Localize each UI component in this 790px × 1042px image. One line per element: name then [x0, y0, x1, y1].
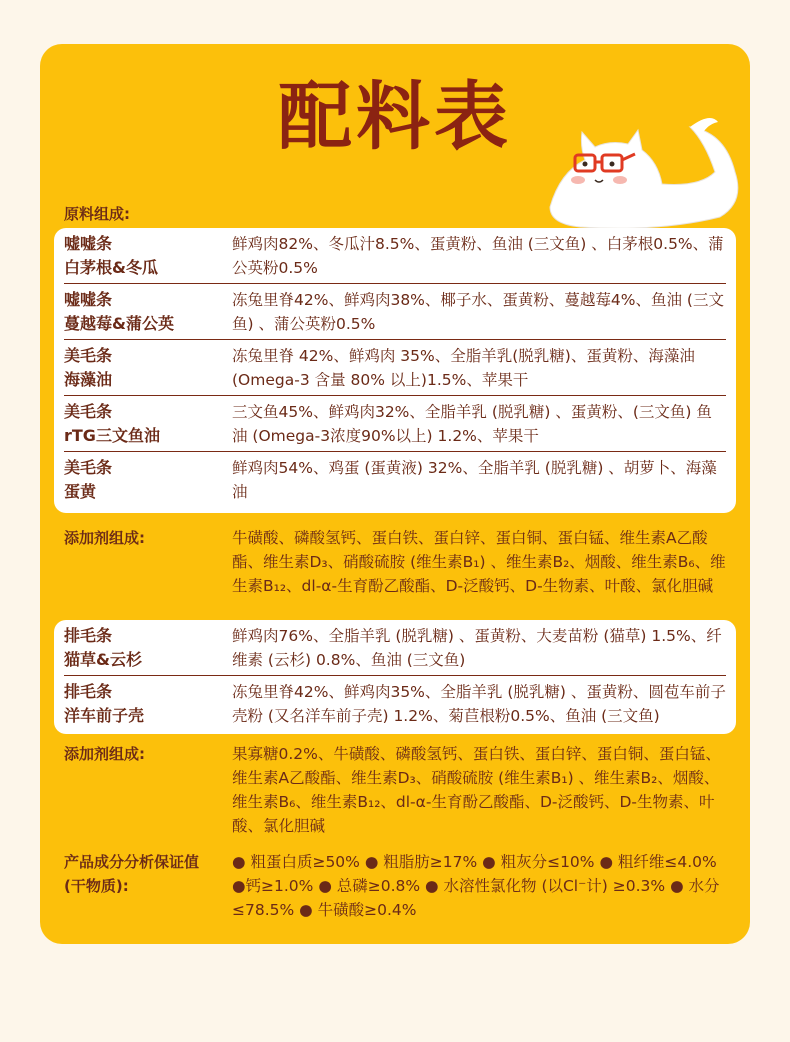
table-row	[64, 452, 726, 508]
product-name: 美毛条 蛋黄	[64, 458, 113, 501]
product-name: 美毛条 rTG三文鱼油	[64, 401, 160, 445]
product-name: 排毛条 猫草&云杉	[64, 625, 142, 669]
product-ingredients: 鲜鸡肉82%、冬瓜汁8.5%、蛋黄粉、鱼油 (三文鱼) 、白茅根0.5%、蒲公英粉0.5%	[232, 234, 724, 277]
page-title: 配料表	[278, 74, 512, 160]
table-row	[64, 620, 726, 676]
analysis-text: ● 粗蛋白质≥50% ● 粗脂肪≥17% ● 粗灰分≤10% ● 粗纤维≤4.0% ●钙≥1.0% ● 总磷≥0.8% ● 水溶性氯化物 (以Cl⁻计) ≥0.3% ● 水分≤78.5% ● 牛磺酸≥0.4%	[232, 853, 720, 919]
product-ingredients: 冻兔里脊 42%、鲜鸡肉 35%、全脂羊乳(脱乳糖)、蛋黄粉、海藻油(Omega-3 含量 80% 以上)1.5%、苹果干	[232, 346, 695, 389]
product-name: 美毛条 海藻油	[64, 345, 113, 389]
additives-label: 添加剂组成:	[64, 529, 145, 547]
additives-label: 添加剂组成:	[64, 745, 145, 763]
analysis-label: 产品成分分析保证值 (干物质):	[64, 853, 200, 895]
product-name: 嘘嘘条 白茅根&冬瓜	[64, 233, 158, 277]
product-ingredients: 鲜鸡肉54%、鸡蛋 (蛋黄液) 32%、全脂羊乳 (脱乳糖) 、胡萝卜、海藻油	[232, 459, 717, 501]
product-ingredients: 冻兔里脊42%、鲜鸡肉38%、椰子水、蛋黄粉、蔓越莓4%、鱼油 (三文鱼) 、蒲公英粉0.5%	[232, 290, 724, 333]
table-row	[64, 228, 726, 284]
product-ingredients: 冻兔里脊42%、鲜鸡肉35%、全脂羊乳 (脱乳糖) 、蛋黄粉、圆苞车前子壳粉 (又名洋车前子壳) 1.2%、菊苣根粉0.5%、鱼油 (三文鱼)	[232, 683, 726, 725]
analysis-section	[64, 850, 734, 922]
additives-section-2	[64, 742, 734, 838]
table-row	[64, 676, 726, 732]
product-ingredients: 三文鱼45%、鲜鸡肉32%、全脂羊乳 (脱乳糖) 、蛋黄粉、(三文鱼) 鱼油 (Omega-3浓度90%以上) 1.2%、苹果干	[232, 402, 712, 445]
table-row	[64, 340, 726, 396]
product-name: 排毛条 洋车前子壳	[64, 682, 145, 725]
additives-text: 牛磺酸、磷酸氢钙、蛋白铁、蛋白锌、蛋白铜、蛋白锰、维生素A乙酸酯、维生素D₃、硝酸硫胺 (维生素B₁) 、维生素B₂、烟酸、维生素B₆、维生素B₁₂、dl-α-生育酚乙酸酯、D-泛酸钙、D-生物素、叶酸、氯化胆碱	[232, 529, 726, 595]
table-row	[64, 396, 726, 452]
raw-materials-box-1	[54, 228, 736, 513]
raw-materials-box-2	[54, 620, 736, 734]
table-row	[64, 284, 726, 340]
additives-text: 果寡糖0.2%、牛磺酸、磷酸氢钙、蛋白铁、蛋白锌、蛋白铜、蛋白锰、维生素A乙酸酯、维生素D₃、硝酸硫胺 (维生素B₁) 、维生素B₂、烟酸、维生素B₆、维生素B₁₂、dl-α-生育酚乙酸酯、D-泛酸钙、D-生物素、叶酸、氯化胆碱	[232, 745, 721, 835]
product-name: 嘘嘘条 蔓越莓&蒲公英	[64, 289, 174, 333]
product-ingredients: 鲜鸡肉76%、全脂羊乳 (脱乳糖) 、蛋黄粉、大麦苗粉 (猫草) 1.5%、纤维素 (云杉) 0.8%、鱼油 (三文鱼)	[232, 626, 722, 669]
raw-materials-label: 原料组成:	[64, 205, 130, 223]
additives-section-1	[64, 526, 734, 598]
cat-illustration	[540, 92, 750, 232]
